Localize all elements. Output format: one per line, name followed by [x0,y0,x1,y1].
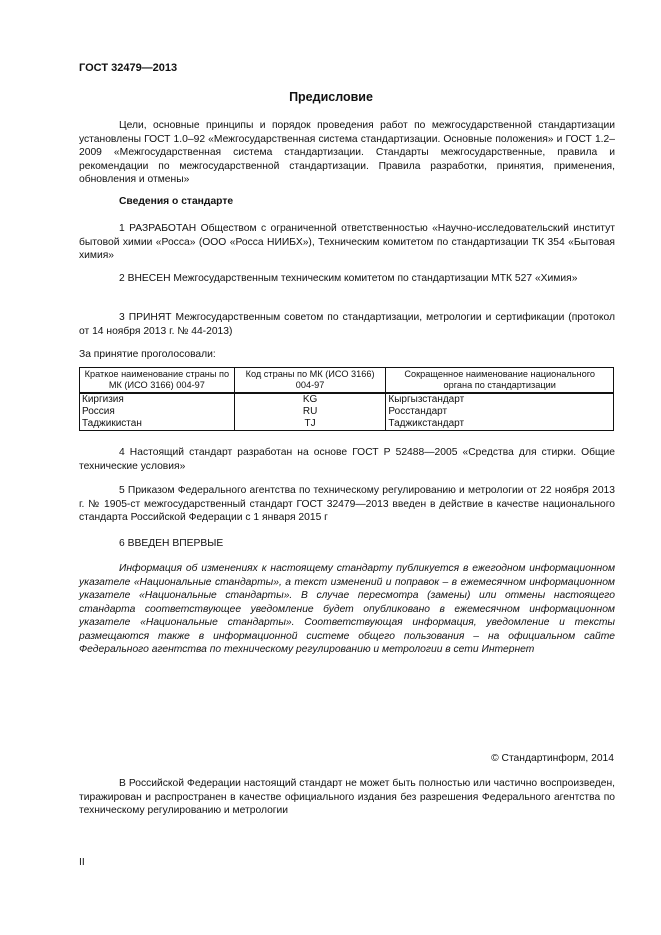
standards-body: Кыргызстандарт [386,393,614,406]
page-number: II [79,857,85,868]
voted-label: За принятие проголосовали: [79,349,216,360]
copyright-line: © Стандартинформ, 2014 [491,753,614,764]
changes-notice: Информация об изменениях к настоящему стандарту публикуется в ежегодном информационном указателе «Национальные стандарты», а текст изменений и поправок – в ежемесячном информационном указателе «Национальные стандарты». В случае пересмотра (замены) или отмены настоящего стандарта соответствующее уведомление будет опубликовано в ежемесячном информационном указателе «Национальные стандарты». Соответствующая информация, уведомление и тексты размещаются также в информационной системе общего пользования – на официальном сайте Федерального агентства по техническому регулированию и метрологии в сети Интернет [79,563,615,655]
table-header-row [80,368,614,394]
item-1-developed: 1 РАЗРАБОТАН Обществом с ограниченной ответственностью «Научно-исследовательский институт бытовой химии «Росса» (ООО «Росса НИИБХ»), Техническим комитетом по стандартизации ТК 354 «Бытовая химия» [79,223,615,261]
item-2-introduced: 2 ВНЕСЕН Межгосударственным техническим комитетом по стандартизации МТК 527 «Химия» [119,273,578,284]
country-code: RU [234,406,386,418]
standard-code-header: ГОСТ 32479—2013 [79,62,178,74]
page-title: Предисловие [289,90,373,104]
item-5-order: 5 Приказом Федерального агентства по техническому регулированию и метрологии от 22 ноября 2013 г. № 1905-ст межгосударственный стандарт ГОСТ 32479—2013 введен в действие в качестве национального стандарта Российской Федерации с 1 января 2015 г [79,485,615,523]
reproduction-rights-paragraph: В Российской Федерации настоящий стандарт не может быть полностью или частично воспроизведен, тиражирован и распространен в качестве официального издания без разрешения Федерального агентства по техническому регулированию и метрологии [79,778,615,816]
country-code: KG [234,393,386,406]
country-code: TJ [234,418,386,431]
voting-countries-table [79,367,614,431]
item-4-basis: 4 Настоящий стандарт разработан на основе ГОСТ Р 52488—2005 «Средства для стирки. Общие технические условия» [79,447,615,472]
standards-body: Таджикстандарт [386,418,614,431]
country-name: Таджикистан [80,418,235,431]
country-name: Россия [80,406,235,418]
item-6-first-introduced: 6 ВВЕДЕН ВПЕРВЫЕ [119,538,224,549]
about-standard-heading: Сведения о стандарте [119,196,234,207]
table-row [80,393,614,406]
table-row [80,418,614,431]
standards-body: Росстандарт [386,406,614,418]
country-name: Киргизия [80,393,235,406]
column-header-code: Код страны по МК (ИСО 3166) 004-97 [234,368,386,394]
item-3-adopted: 3 ПРИНЯТ Межгосударственным советом по стандартизации, метрологии и сертификации (протокол от 14 ноября 2013 г. № 44-2013) [79,312,615,337]
column-header-body: Сокращенное наименование национального органа по стандартизации [386,368,614,394]
intro-paragraph: Цели, основные принципы и порядок проведения работ по межгосударственной стандартизации установлены ГОСТ 1.0–92 «Межгосударственная система стандартизации. Основные положения» и ГОСТ 1.2–2009 «Межгосударственная система стандартизации. Стандарты межгосударственные, правила и рекомендации по межгосударственной стандартизации. Правила разработки, принятия, применения, обновления и отмены» [79,120,615,185]
table-row [80,406,614,418]
column-header-country: Краткое наименование страны по МК (ИСО 3166) 004-97 [80,368,235,394]
